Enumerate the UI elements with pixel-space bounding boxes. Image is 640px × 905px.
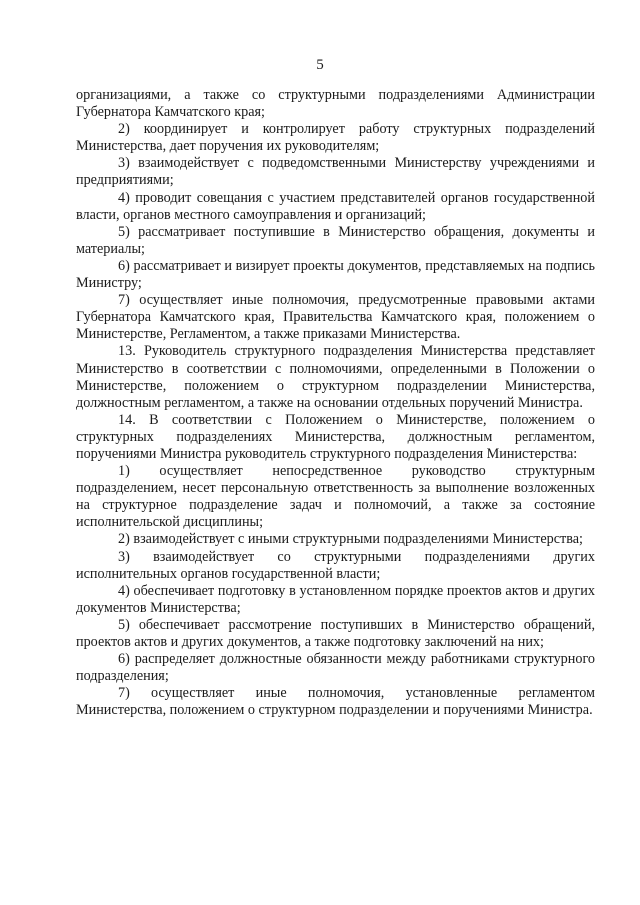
- list-item-coordinates: 2) координирует и контролирует работу структурных подразделений Министерства, дает поручения их руководителям;: [76, 121, 595, 155]
- page-number: 5: [316, 57, 324, 73]
- section-13: 13. Руководитель структурного подразделения Министерства представляет Министерство в соответствии с полномочиями, определенными в Положении о Министерстве, положением о структурном подразделении Министерства, должностным регламентом, а также на основании отдельных поручений Министра.: [76, 343, 595, 411]
- list-item-interacts: 3) взаимодействует с подведомственными Министерству учреждениями и предприятиями;: [76, 155, 595, 189]
- list-item-reviews-appeals: 5) рассматривает поступившие в Министерство обращения, документы и материалы;: [76, 223, 595, 257]
- list-item-drafts-acts: 4) обеспечивает подготовку в установленном порядке проектов актов и других документов Министерства;: [76, 582, 595, 616]
- list-item-meetings: 4) проводит совещания с участием представителей органов государственной власти, органов местного самоуправления и организаций;: [76, 189, 595, 223]
- list-item-reviews-documents: 5) обеспечивает рассмотрение поступивших в Министерство обращений, проектов актов и других документов, а также подготовку заключений на них;: [76, 616, 595, 650]
- list-item-interacts-units: 2) взаимодействует с иными структурными подразделениями Министерства;: [118, 531, 583, 548]
- paragraph-continuation: организациями, а также со структурными подразделениями Администрации Губернатора Камчатского края;: [76, 87, 595, 121]
- section-14: 14. В соответствии с Положением о Министерстве, положением о структурных подразделениях Министерства, должностным регламентом, поручениями Министра руководитель структурного подразделения Министерства:: [76, 411, 595, 462]
- list-item-distributes-duties: 6) распределяет должностные обязанности между работниками структурного подразделения;: [76, 651, 595, 685]
- list-item-other-powers: 7) осуществляет иные полномочия, предусмотренные правовыми актами Губернатора Камчатского края, Правительства Камчатского края, положением о Министерстве, Регламентом, а также приказами Министерства.: [76, 292, 595, 343]
- list-item-interacts-other-bodies: 3) взаимодействует со структурными подразделениями других исполнительных органов государственной власти;: [76, 548, 595, 582]
- document-body: [76, 87, 595, 719]
- list-item-other-powers-unit: 7) осуществляет иные полномочия, установленные регламентом Министерства, положением о структурном подразделении и поручениями Министра.: [76, 685, 595, 719]
- list-item-endorses-drafts: 6) рассматривает и визирует проекты документов, представляемых на подпись Министру;: [76, 257, 595, 292]
- list-item-manages-unit: 1) осуществляет непосредственное руководство структурным подразделением, несет персональную ответственность за выполнение возложенных на структурное подразделение задач и полномочий, а также за состояние исполнительской дисциплины;: [76, 463, 595, 531]
